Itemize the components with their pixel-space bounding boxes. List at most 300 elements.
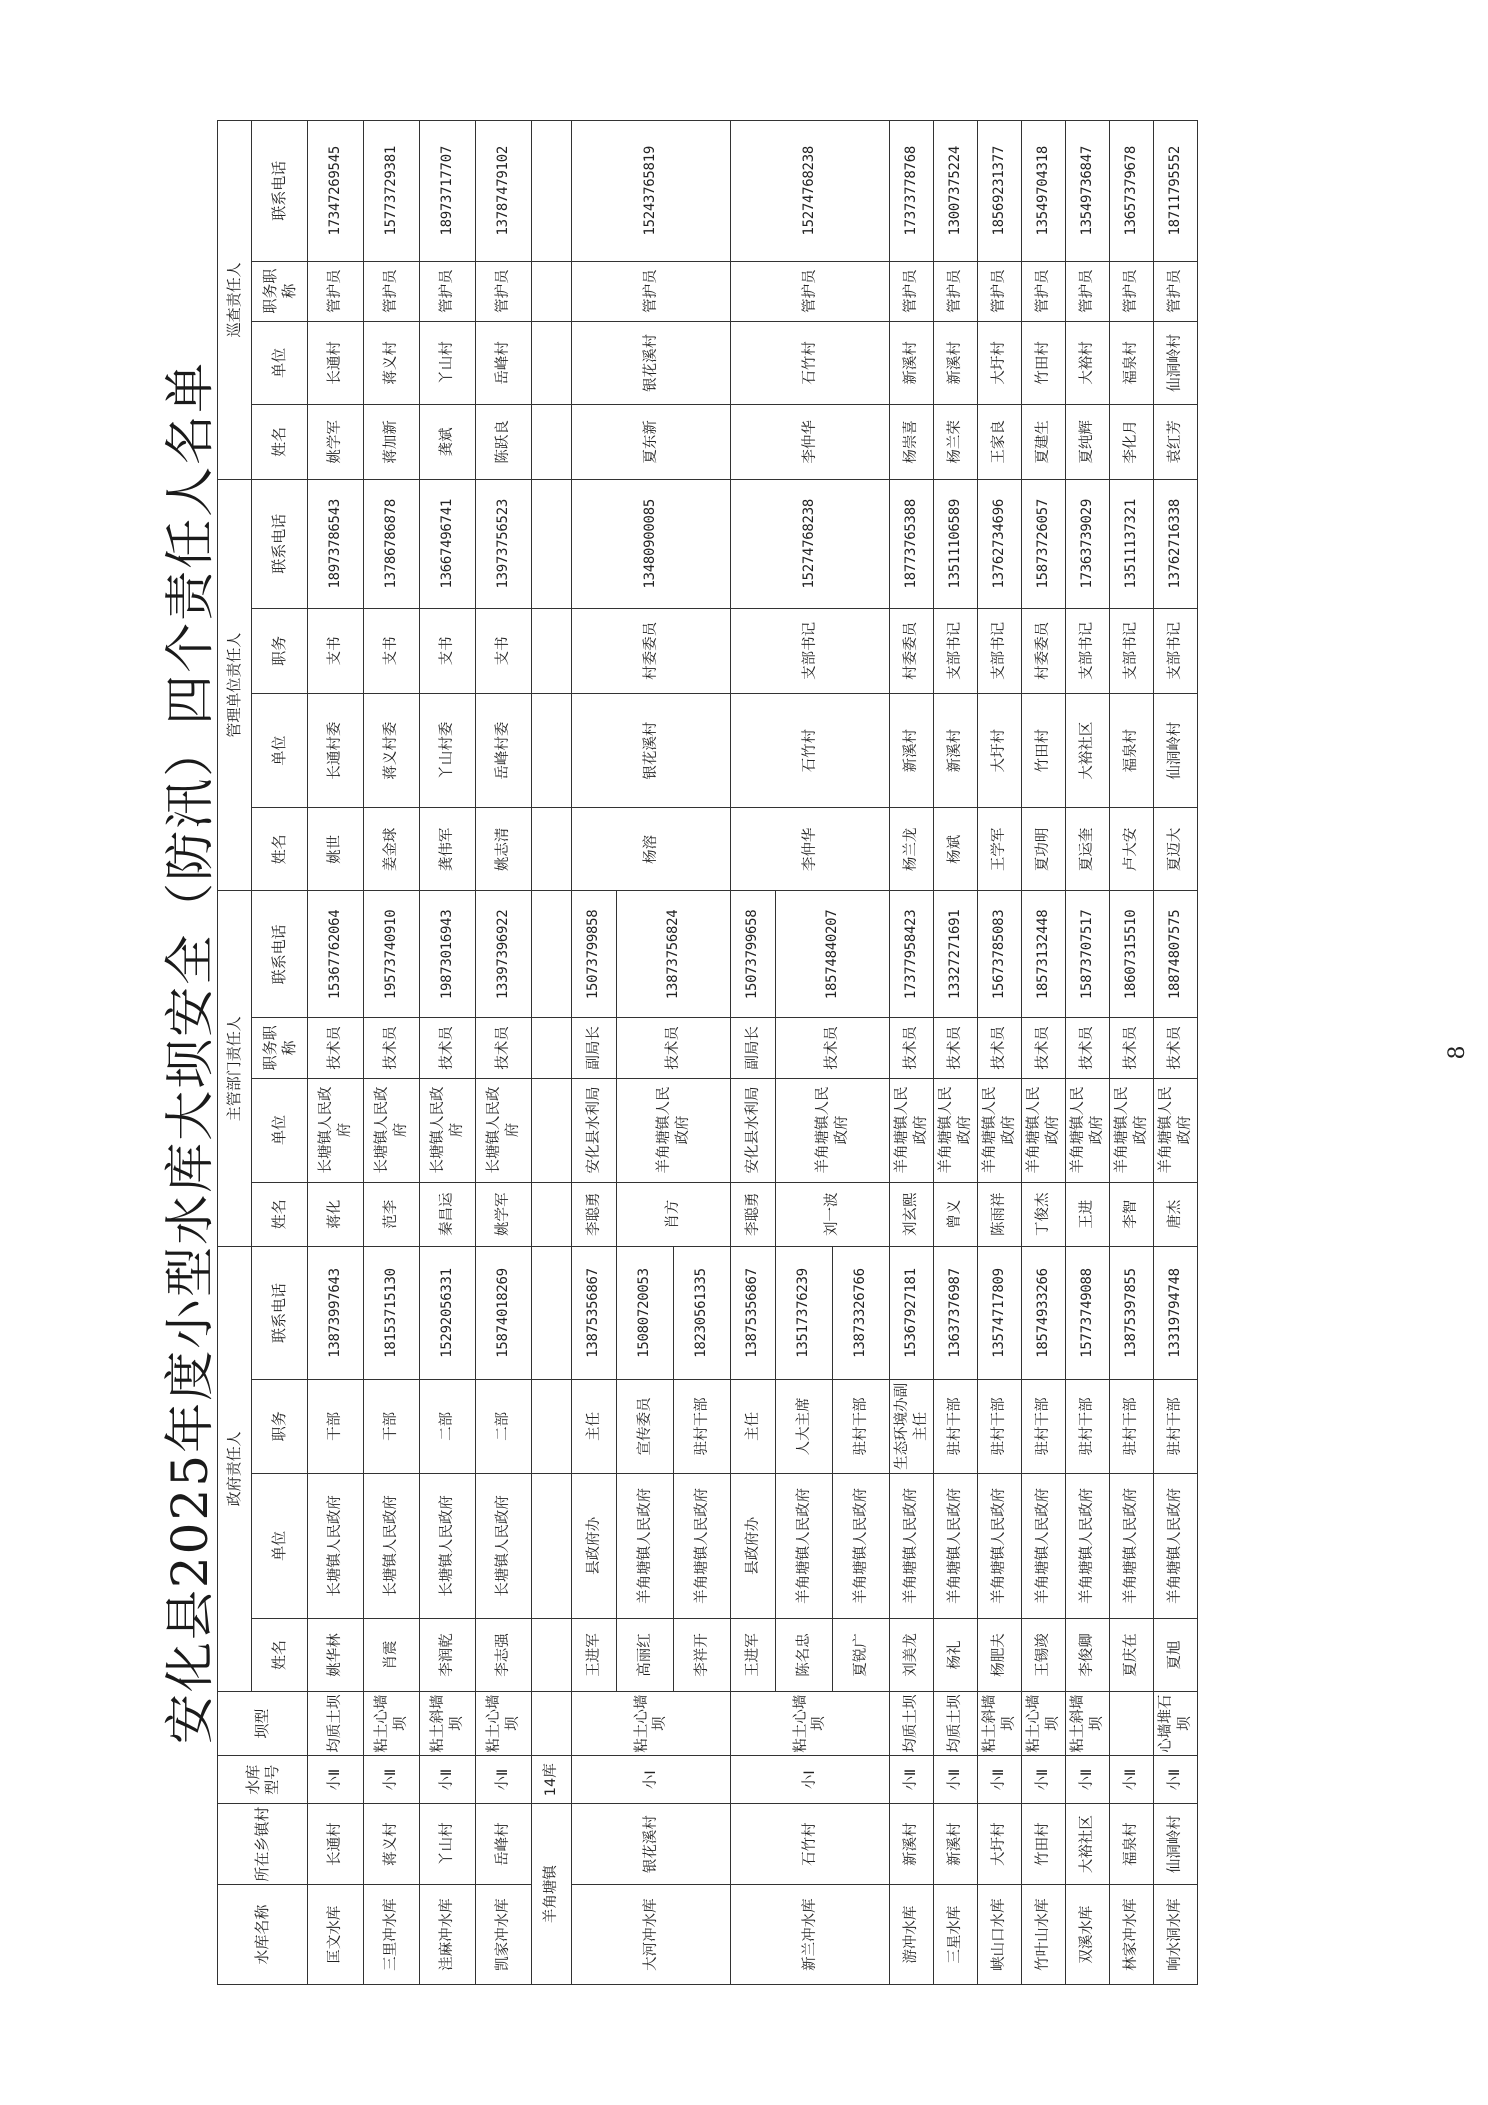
header-unit: 单位 [252,1473,308,1619]
patrol-name: 袁红芳 [1154,404,1198,479]
dept-unit: 羊角塘镇人民政府 [1066,1078,1110,1182]
dept-name: 秦昌运 [420,1182,476,1246]
mgmt-phone: 13973756523 [476,479,532,608]
village: 福泉村 [1110,1804,1154,1885]
mgmt-phone: 18773765388 [890,479,934,608]
patrol-unit: 新溪村 [890,321,934,404]
gov-phone: 13319794748 [1154,1246,1198,1379]
gov-unit: 羊角塘镇人民政府 [978,1473,1022,1619]
mgmt-duty: 支书 [364,608,420,693]
patrol-duty: 管护员 [572,261,731,321]
gov-duty: 干部 [364,1380,420,1474]
gov-name: 王进军 [731,1619,776,1692]
reservoir-type: 小Ⅱ [1066,1756,1110,1804]
mgmt-duty: 支书 [308,608,364,693]
mgmt-unit: 新溪村 [934,693,978,807]
gov-unit: 羊角塘镇人民政府 [1110,1473,1154,1619]
village: 长通村 [308,1804,364,1885]
dept-name: 王进 [1066,1182,1110,1246]
dept-name: 李聪勇 [731,1182,776,1246]
gov-duty: 驻村干部 [1066,1380,1110,1474]
gov-unit: 县政府办 [731,1473,776,1619]
dept-duty: 技术员 [934,1018,978,1078]
header-name: 姓名 [252,808,308,891]
mgmt-duty: 支书 [420,608,476,693]
gov-unit: 羊角塘镇人民政府 [776,1473,833,1619]
village: 竹田村 [1022,1804,1066,1885]
dam-type: 粘土斜墙坝 [420,1691,476,1755]
gov-duty: 驻村干部 [1022,1380,1066,1474]
header-name: 姓名 [252,1182,308,1246]
mgmt-unit: 银花溪村 [572,693,731,807]
dept-duty: 技术员 [364,1018,420,1078]
patrol-duty: 管护员 [1022,261,1066,321]
dept-unit: 羊角塘镇人民政府 [776,1078,890,1182]
gov-name: 王进军 [572,1619,617,1692]
dept-phone: 15873707517 [1066,891,1110,1018]
mgmt-phone: 13511106589 [934,479,978,608]
dept-name: 陈雨祥 [978,1182,1022,1246]
mgmt-name: 姜金球 [364,808,420,891]
table-row [731,121,776,1985]
dam-type: 粘土斜墙坝 [978,1691,1022,1755]
gov-name: 夏庆在 [1110,1619,1154,1692]
gov-phone: 15292056331 [420,1246,476,1379]
dam-type: 均质土坝 [934,1691,978,1755]
patrol-unit: 岳峰村 [476,321,532,404]
dept-phone: 13327271691 [934,891,978,1018]
gov-name: 李志强 [476,1619,532,1692]
village: 大裕社区 [1066,1804,1110,1885]
dept-name: 刘玄熙 [890,1182,934,1246]
patrol-phone: 13007375224 [934,121,978,262]
gov-duty: 驻村干部 [1154,1380,1198,1474]
mgmt-name: 卢大安 [1110,808,1154,891]
page-number: 8 [1445,1045,1470,1060]
gov-unit: 羊角塘镇人民政府 [1154,1473,1198,1619]
gov-unit: 羊角塘镇人民政府 [617,1473,674,1619]
gov-name: 杨肥夫 [978,1619,1022,1692]
patrol-phone: 17347269545 [308,121,364,262]
document-title: 安化县2025年度小型水库大坝安全（防汛）四个责任人名单 [161,360,219,1745]
dept-name: 姚学军 [476,1182,532,1246]
gov-name: 李润乾 [420,1619,476,1692]
section-row [532,121,572,1985]
table-row [420,121,476,1985]
gov-duty: 驻村干部 [1110,1380,1154,1474]
dept-unit: 长塘镇人民政府 [476,1078,532,1182]
gov-duty: 干部 [308,1380,364,1474]
patrol-unit: 大圩村 [978,321,1022,404]
dam-type: 粘土心墙坝 [364,1691,420,1755]
patrol-duty: 管护员 [1110,261,1154,321]
gov-duty: 主任 [572,1380,617,1474]
mgmt-duty: 支部书记 [731,608,890,693]
gov-name: 陈名忠 [776,1619,833,1692]
patrol-phone: 18711795552 [1154,121,1198,262]
dam-type: 粘土心墙坝 [731,1691,890,1755]
gov-unit: 羊角塘镇人民政府 [934,1473,978,1619]
patrol-phone: 18973717707 [420,121,476,262]
table-row [978,121,1022,1985]
mgmt-name: 姚世 [308,808,364,891]
mgmt-duty: 支部书记 [978,608,1022,693]
dept-unit: 长塘镇人民政府 [364,1078,420,1182]
gov-unit: 长塘镇人民政府 [364,1473,420,1619]
dept-name: 曾义 [934,1182,978,1246]
gov-phone: 18230561335 [674,1246,731,1379]
dam-type: 粘土心墙坝 [476,1691,532,1755]
dam-type [1110,1691,1154,1755]
table-row [476,121,532,1985]
dam-type: 均质土坝 [890,1691,934,1755]
gov-unit: 羊角塘镇人民政府 [890,1473,934,1619]
dept-duty: 技术员 [308,1018,364,1078]
group-header-row [218,121,252,1985]
mgmt-name: 夏迈大 [1154,808,1198,891]
gov-phone: 13873326766 [833,1246,890,1379]
gov-unit: 长塘镇人民政府 [420,1473,476,1619]
gov-phone: 15080720053 [617,1246,674,1379]
gov-phone: 13517376239 [776,1246,833,1379]
reservoir-name: 凯家冲水库 [476,1885,532,1985]
patrol-phone: 13549736847 [1066,121,1110,262]
patrol-unit: 竹田村 [1022,321,1066,404]
patrol-unit: 蒋义村 [364,321,420,404]
patrol-phone: 15274768238 [731,121,890,262]
dept-phone: 19573740910 [364,891,420,1018]
patrol-name: 夏建生 [1022,404,1066,479]
gov-unit: 羊角塘镇人民政府 [674,1473,731,1619]
mgmt-unit: 竹田村 [1022,693,1066,807]
dept-phone: 15367762064 [308,891,364,1018]
gov-name: 李俊卿 [1066,1619,1110,1692]
gov-name: 刘美龙 [890,1619,934,1692]
gov-phone: 13875397855 [1110,1246,1154,1379]
dept-unit: 羊角塘镇人民政府 [934,1078,978,1182]
dam-type: 粘土心墙坝 [572,1691,731,1755]
mgmt-name: 杨斌 [934,808,978,891]
dept-name: 唐杰 [1154,1182,1198,1246]
dept-unit: 长塘镇人民政府 [308,1078,364,1182]
dept-unit: 羊角塘镇人民政府 [1110,1078,1154,1182]
table-row [1066,121,1110,1985]
patrol-unit: 新溪村 [934,321,978,404]
patrol-phone: 18569231377 [978,121,1022,262]
header-unit: 单位 [252,321,308,404]
dam-type: 均质土坝 [308,1691,364,1755]
gov-name: 杨礼 [934,1619,978,1692]
mgmt-duty: 支书 [476,608,532,693]
dept-name: 李聪勇 [572,1182,617,1246]
patrol-duty: 管护员 [420,261,476,321]
gov-phone: 13637376987 [934,1246,978,1379]
mgmt-unit: 福泉村 [1110,693,1154,807]
gov-phone: 15367927181 [890,1246,934,1379]
mgmt-unit: 大圩村 [978,693,1022,807]
patrol-duty: 管护员 [364,261,420,321]
reservoir-name: 匡文水库 [308,1885,364,1985]
village: 蒋义村 [364,1804,420,1885]
patrol-duty: 管护员 [731,261,890,321]
table-row [1110,121,1154,1985]
table-row [308,121,364,1985]
gov-phone: 13875356867 [731,1246,776,1379]
reservoir-name: 峡山口水库 [978,1885,1022,1985]
dept-unit: 羊角塘镇人民政府 [978,1078,1022,1182]
dept-phone: 18607315510 [1110,891,1154,1018]
dept-unit: 羊角塘镇人民政府 [617,1078,731,1182]
mgmt-name: 李仲华 [731,808,890,891]
header-department: 主管部门责任人 [218,891,252,1247]
dept-duty: 技术员 [420,1018,476,1078]
header-phone: 联系电话 [252,121,308,262]
reservoir-name: 响水洞水库 [1154,1885,1198,1985]
dept-name: 蒋化 [308,1182,364,1246]
dept-name: 李智 [1110,1182,1154,1246]
patrol-name: 李化月 [1110,404,1154,479]
gov-phone: 15874018269 [476,1246,532,1379]
mgmt-name: 杨溶 [572,808,731,891]
reservoir-name: 双溪水库 [1066,1885,1110,1985]
dept-duty: 技术员 [476,1018,532,1078]
reservoir-type: 小Ⅱ [890,1756,934,1804]
patrol-unit: 长通村 [308,321,364,404]
patrol-unit: 大裕村 [1066,321,1110,404]
table-row [364,121,420,1985]
dept-duty: 技术员 [1110,1018,1154,1078]
header-duty-title: 职务职称 [252,1018,308,1078]
header-phone: 联系电话 [252,1246,308,1379]
patrol-unit: 银花溪村 [572,321,731,404]
header-duty: 职务 [252,608,308,693]
patrol-duty: 管护员 [978,261,1022,321]
reservoir-name: 洼麻冲水库 [420,1885,476,1985]
dept-name: 肖方 [617,1182,731,1246]
mgmt-duty: 村委委员 [572,608,731,693]
header-reservoir-type: 水库型号 [218,1756,308,1804]
village: 银花溪村 [572,1804,731,1885]
table-row [572,121,617,1985]
section-count: 14库 [532,1756,572,1804]
header-unit: 单位 [252,693,308,807]
header-duty: 职务 [252,1380,308,1474]
dam-type: 粘土心墙坝 [1022,1691,1066,1755]
patrol-duty: 管护员 [890,261,934,321]
gov-name: 夏旭 [1154,1619,1198,1692]
mgmt-unit: 蒋义村委 [364,693,420,807]
patrol-phone: 13787479102 [476,121,532,262]
patrol-name: 蒋加新 [364,404,420,479]
mgmt-phone: 13480900085 [572,479,731,608]
patrol-unit: 丫山村 [420,321,476,404]
gov-name: 夏锐广 [833,1619,890,1692]
patrol-unit: 仙洞岭村 [1154,321,1198,404]
reservoir-name: 三里冲水库 [364,1885,420,1985]
dept-phone: 17377958423 [890,891,934,1018]
dept-duty: 技术员 [776,1018,890,1078]
header-patrol: 巡查责任人 [218,121,252,480]
gov-unit: 羊角塘镇人民政府 [1022,1473,1066,1619]
table-row [934,121,978,1985]
dept-duty: 技术员 [617,1018,731,1078]
reservoir-type: 小Ⅱ [978,1756,1022,1804]
mgmt-duty: 支部书记 [1066,608,1110,693]
reservoir-name: 林家冲水库 [1110,1885,1154,1985]
gov-unit: 长塘镇人民政府 [308,1473,364,1619]
dept-unit: 长塘镇人民政府 [420,1078,476,1182]
reservoir-name: 新兰冲水库 [731,1885,890,1985]
mgmt-phone: 15274768238 [731,479,890,608]
header-name: 姓名 [252,404,308,479]
dept-name: 范李 [364,1182,420,1246]
mgmt-unit: 仙洞岭村 [1154,693,1198,807]
header-phone: 联系电话 [252,891,308,1018]
village: 新溪村 [890,1804,934,1885]
reservoir-type: 小Ⅰ [572,1756,731,1804]
patrol-duty: 管护员 [476,261,532,321]
gov-duty: 生态环境办副主任 [890,1380,934,1474]
mgmt-name: 王学军 [978,808,1022,891]
gov-duty: 驻村干部 [934,1380,978,1474]
mgmt-unit: 丫山村委 [420,693,476,807]
header-dam-type: 坝型 [218,1691,308,1755]
gov-name: 王锡竣 [1022,1619,1066,1692]
patrol-duty: 管护员 [934,261,978,321]
reservoir-name: 三星水库 [934,1885,978,1985]
responsibility-table [217,120,1198,1985]
mgmt-phone: 13762734696 [978,479,1022,608]
village: 岳峰村 [476,1804,532,1885]
patrol-unit: 福泉村 [1110,321,1154,404]
reservoir-name: 游冲水库 [890,1885,934,1985]
dept-phone: 13873756824 [617,891,731,1018]
header-reservoir-name: 水库名称 [218,1885,308,1985]
mgmt-name: 夏运奎 [1066,808,1110,891]
header-duty-title: 职务职称 [252,261,308,321]
reservoir-type: 小Ⅱ [1154,1756,1198,1804]
gov-name: 李祥开 [674,1619,731,1692]
dam-type: 粘土斜墙坝 [1066,1691,1110,1755]
gov-phone: 13574717809 [978,1246,1022,1379]
mgmt-name: 夏功明 [1022,808,1066,891]
patrol-name: 陈跃良 [476,404,532,479]
dept-phone: 15073799658 [731,891,776,1018]
header-management: 管理单位责任人 [218,479,252,891]
dept-unit: 羊角塘镇人民政府 [1154,1078,1198,1182]
mgmt-unit: 长通村委 [308,693,364,807]
patrol-duty: 管护员 [1154,261,1198,321]
gov-name: 高丽红 [617,1619,674,1692]
patrol-name: 杨崇喜 [890,404,934,479]
mgmt-name: 龚伟军 [420,808,476,891]
patrol-duty: 管护员 [308,261,364,321]
dept-duty: 技术员 [890,1018,934,1078]
dept-name: 刘一波 [776,1182,890,1246]
gov-duty: 二部 [420,1380,476,1474]
mgmt-unit: 石竹村 [731,693,890,807]
gov-duty: 主任 [731,1380,776,1474]
dept-phone: 18874807575 [1154,891,1198,1018]
patrol-phone: 13549704318 [1022,121,1066,262]
dept-unit: 安化县水利局 [572,1078,617,1182]
village: 仙洞岭村 [1154,1804,1198,1885]
header-unit: 单位 [252,1078,308,1182]
dept-phone: 15673785083 [978,891,1022,1018]
village: 石竹村 [731,1804,890,1885]
dept-duty: 副局长 [731,1018,776,1078]
gov-unit: 羊角塘镇人民政府 [1066,1473,1110,1619]
mgmt-duty: 村委委员 [1022,608,1066,693]
gov-unit: 县政府办 [572,1473,617,1619]
mgmt-duty: 支部书记 [1110,608,1154,693]
gov-unit: 羊角塘镇人民政府 [833,1473,890,1619]
village: 新溪村 [934,1804,978,1885]
header-government: 政府责任人 [218,1246,252,1691]
patrol-name: 王家良 [978,404,1022,479]
patrol-unit: 石竹村 [731,321,890,404]
dept-phone: 18574840207 [776,891,890,1018]
dam-type: 心墙堆石坝 [1154,1691,1198,1755]
village: 丫山村 [420,1804,476,1885]
dept-unit: 羊角塘镇人民政府 [890,1078,934,1182]
reservoir-type: 小Ⅱ [1022,1756,1066,1804]
dept-phone: 18573132448 [1022,891,1066,1018]
gov-unit: 长塘镇人民政府 [476,1473,532,1619]
mgmt-unit: 大裕社区 [1066,693,1110,807]
mgmt-name: 姚志清 [476,808,532,891]
dept-phone: 19873016943 [420,891,476,1018]
gov-duty: 驻村干部 [674,1380,731,1474]
patrol-name: 夏纯辉 [1066,404,1110,479]
patrol-phone: 15773729381 [364,121,420,262]
gov-phone: 18153715130 [364,1246,420,1379]
mgmt-duty: 支部书记 [1154,608,1198,693]
mgmt-unit: 岳峰村委 [476,693,532,807]
reservoir-type: 小Ⅱ [364,1756,420,1804]
reservoir-type: 小Ⅱ [420,1756,476,1804]
mgmt-phone: 17363739029 [1066,479,1110,608]
mgmt-duty: 支部书记 [934,608,978,693]
dept-phone: 13397396922 [476,891,532,1018]
mgmt-phone: 13762716338 [1154,479,1198,608]
patrol-name: 姚学军 [308,404,364,479]
mgmt-phone: 13667496741 [420,479,476,608]
mgmt-phone: 13786786878 [364,479,420,608]
village: 大圩村 [978,1804,1022,1885]
gov-duty: 驻村干部 [833,1380,890,1474]
gov-duty: 人大主席 [776,1380,833,1474]
dept-unit: 羊角塘镇人民政府 [1022,1078,1066,1182]
header-township-village: 所在乡镇村 [218,1804,308,1885]
dept-duty: 副局长 [572,1018,617,1078]
gov-name: 姚华林 [308,1619,364,1692]
table-row [1154,121,1198,1985]
reservoir-type: 小Ⅱ [476,1756,532,1804]
patrol-name: 龚斌 [420,404,476,479]
patrol-name: 夏东新 [572,404,731,479]
mgmt-name: 杨兰龙 [890,808,934,891]
header-name: 姓名 [252,1619,308,1692]
dept-name: 丁俊杰 [1022,1182,1066,1246]
reservoir-type: 小Ⅰ [731,1756,890,1804]
section-town: 羊角塘镇 [532,1804,572,1985]
patrol-phone: 15243765819 [572,121,731,262]
mgmt-phone: 13511137321 [1110,479,1154,608]
patrol-phone: 17373778768 [890,121,934,262]
reservoir-type: 小Ⅱ [308,1756,364,1804]
reservoir-name: 大河冲水库 [572,1885,731,1985]
